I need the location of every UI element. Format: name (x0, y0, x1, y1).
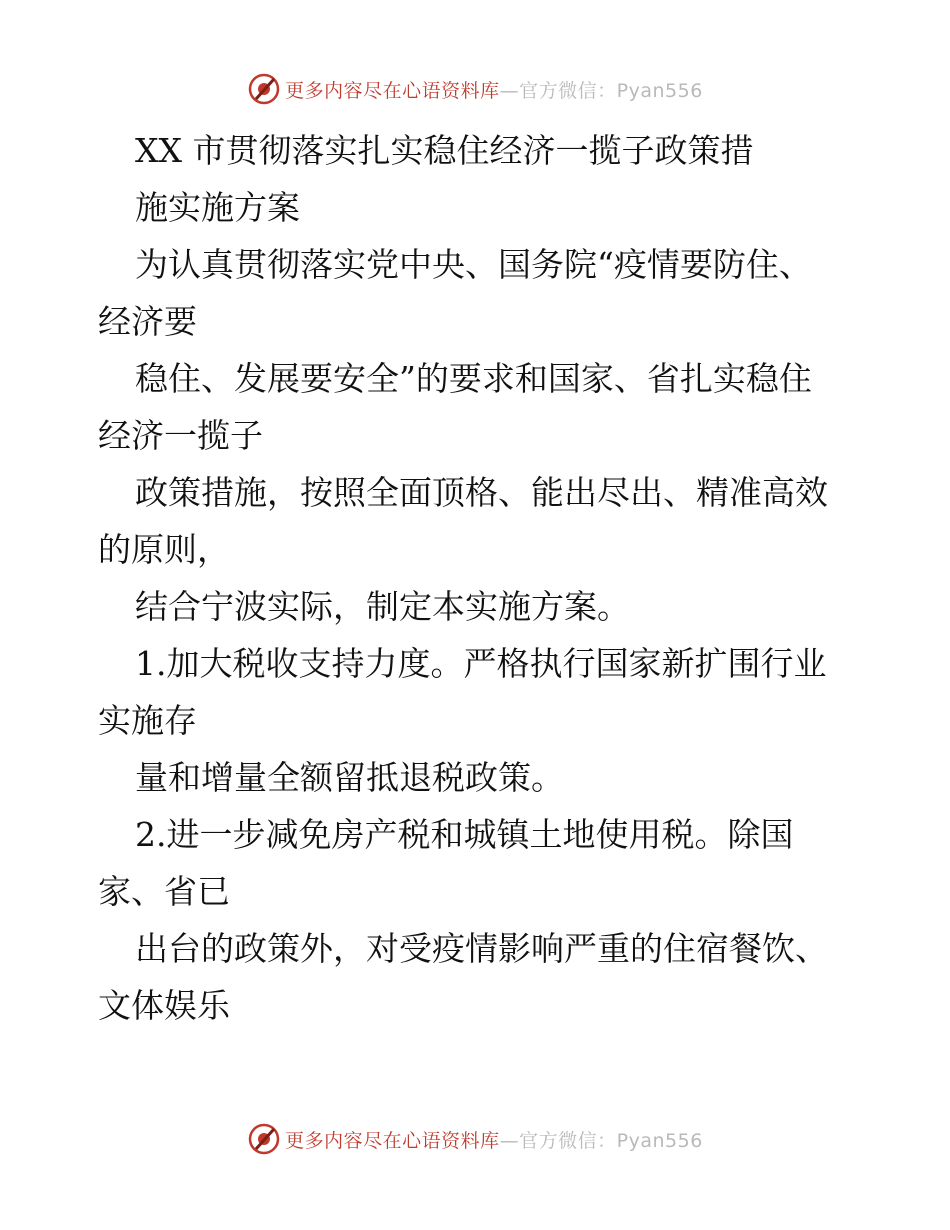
text-line: 施实施方案 (135, 188, 300, 227)
footer-watermark-text: 更多内容尽在心语资料库 (285, 1129, 500, 1152)
text-line: 结合宁波实际，制定本实施方案。 (135, 587, 630, 626)
text-line: 经济一揽子 (98, 416, 263, 455)
document-body (98, 122, 898, 1034)
text-line: 经济要 (98, 302, 197, 341)
text-line: 政策措施，按照全面顶格、能出尽出、精准高效 (135, 473, 828, 512)
text-line: 1.加大税收支持力度。严格执行国家新扩围行业 (135, 644, 827, 683)
text-line: 出台的政策外，对受疫情影响严重的住宿餐饮、 (135, 929, 828, 968)
text-line: 实施存 (98, 701, 197, 740)
text-line: 家、省已 (98, 872, 230, 911)
header-watermark (0, 72, 950, 106)
header-watermark-contact: —官方微信：Pyan556 (499, 79, 703, 102)
footer-watermark-contact: —官方微信：Pyan556 (499, 1129, 703, 1152)
text-line: 为认真贯彻落实党中央、国务院“疫情要防住、 (135, 245, 812, 284)
text-line: 稳住、发展要安全”的要求和国家、省扎实稳住 (135, 359, 812, 398)
pen-logo-icon (247, 72, 281, 106)
text-line: 文体娱乐 (98, 986, 230, 1025)
text-line: 2.进一步减免房产税和城镇土地使用税。除国 (135, 815, 794, 854)
footer-watermark (0, 1122, 950, 1156)
text-line: XX 市贯彻落实扎实稳住经济一揽子政策措 (135, 131, 754, 170)
header-watermark-text: 更多内容尽在心语资料库 (285, 79, 500, 102)
pen-logo-icon (247, 1122, 281, 1156)
text-line: 量和增量全额留抵退税政策。 (135, 758, 564, 797)
text-line: 的原则， (98, 530, 230, 569)
